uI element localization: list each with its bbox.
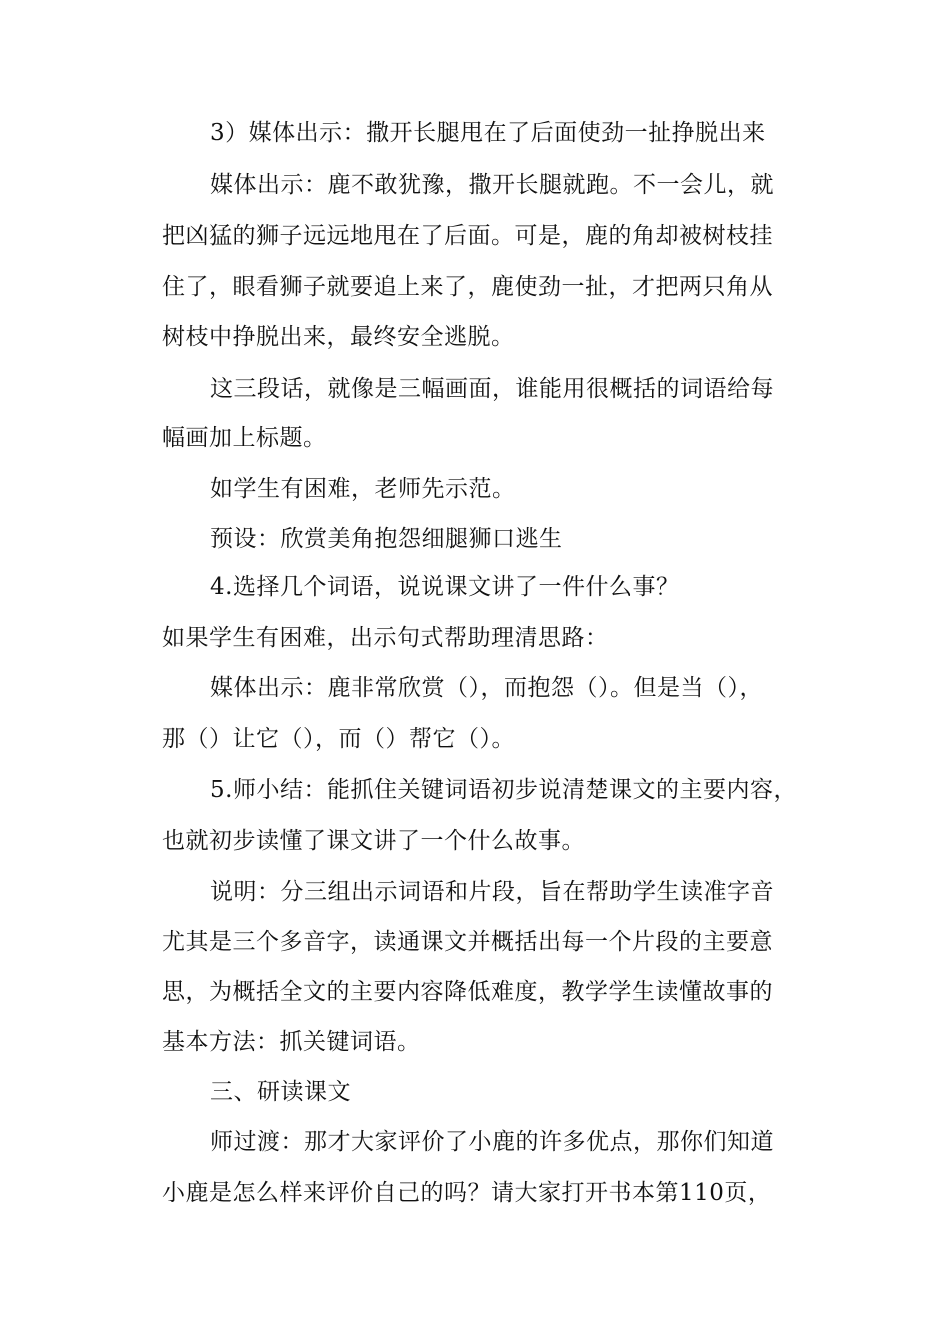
paragraph-media-3: 媒体出示：鹿非常欣赏（），而抱怨（）。但是当（），	[210, 675, 763, 701]
paragraph-text-line: 那（）让它（），而（）帮它（）。	[162, 726, 515, 752]
paragraph-explanation: 说明：分三组出示词语和片段，旨在帮助学生读准字音	[210, 879, 774, 905]
paragraph-teacher-demo: 如学生有困难，老师先示范。	[210, 476, 516, 502]
paragraph-media-1: 3）媒体出示：撒开长腿甩在了后面使劲一扯挣脱出来	[210, 120, 766, 146]
paragraph-question: 这三段话，就像是三幅画面，谁能用很概括的词语给每	[210, 376, 774, 402]
paragraph-text-line: 基本方法：抓关键词语。	[162, 1029, 421, 1055]
paragraph-text-line: 树枝中挣脱出来，最终安全逃脱。	[162, 324, 515, 350]
paragraph-text-line: 把凶猛的狮子远远地甩在了后面。可是，鹿的角却被树枝挂	[162, 223, 773, 249]
paragraph-text-line: 思，为概括全文的主要内容降低难度，教学学生读懂故事的	[162, 979, 773, 1005]
section-heading-3: 三、研读课文	[210, 1079, 351, 1105]
paragraph-step-5: 5.师小结：能抓住关键词语初步说清楚课文的主要内容，	[210, 777, 797, 803]
paragraph-text-line: 小鹿是怎么样来评价自己的吗？请大家打开书本第110页，	[162, 1180, 772, 1206]
paragraph-sentence-help: 如果学生有困难，出示句式帮助理清思路：	[162, 625, 609, 651]
paragraph-step-4: 4.选择几个词语，说说课文讲了一件什么事？	[210, 574, 680, 600]
paragraph-preset: 预设：欣赏美角抱怨细腿狮口逃生	[210, 526, 563, 552]
paragraph-text-line: 幅画加上标题。	[162, 425, 327, 451]
paragraph-media-2: 媒体出示：鹿不敢犹豫，撒开长腿就跑。不一会儿，就	[210, 172, 774, 198]
paragraph-text-line: 也就初步读懂了课文讲了一个什么故事。	[162, 828, 585, 854]
paragraph-text-line: 住了，眼看狮子就要追上来了，鹿使劲一扯，才把两只角从	[162, 274, 773, 300]
paragraph-transition: 师过渡：那才大家评价了小鹿的许多优点，那你们知道	[210, 1129, 774, 1155]
paragraph-text-line: 尤其是三个多音字，读通课文并概括出每一个片段的主要意	[162, 929, 773, 955]
